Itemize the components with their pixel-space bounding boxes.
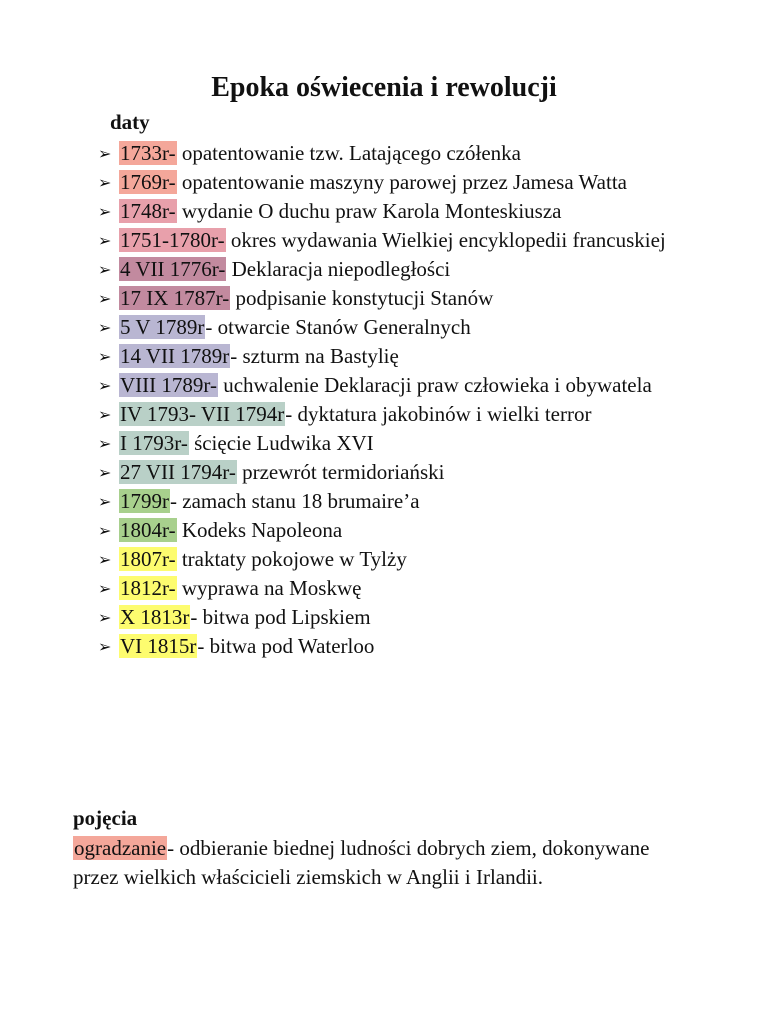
date-description: wydanie O duchu praw Karola Monteskiusza [176,199,562,223]
date-highlight: 1804r- [120,518,176,542]
date-highlight: 1807r- [120,547,176,571]
date-highlight: VI 1815r [120,634,197,658]
arrowhead-bullet-icon: ➢ [98,202,112,221]
date-highlight: X 1813r [120,605,190,629]
date-highlight: 17 IX 1787r- [120,286,230,310]
term-description: - odbieranie biednej ludności dobrych ziem, dokonywane przez wielkich właścicieli ziemskich w Anglii i Irlandii. [73,836,650,889]
date-description: wyprawa na Moskwę [176,576,362,600]
date-highlight: 14 VII 1789r [120,344,230,368]
date-item [96,342,736,371]
date-item [96,139,736,168]
date-highlight: VIII 1789r- [120,373,217,397]
date-description: okres wydawania Wielkiej encyklopedii francuskiej [225,228,666,252]
date-description: - zamach stanu 18 brumaire’a [170,489,420,513]
arrowhead-bullet-icon: ➢ [98,434,112,453]
date-item [96,603,736,632]
arrowhead-bullet-icon: ➢ [98,347,112,366]
date-highlight: 1733r- [120,141,176,165]
date-item [96,284,736,313]
date-highlight: 1751-1780r- [120,228,225,252]
date-item [96,255,736,284]
date-item [96,400,736,429]
date-description: opatentowanie tzw. Latającego czółenka [176,141,521,165]
arrowhead-bullet-icon: ➢ [98,521,112,540]
date-item [96,313,736,342]
date-description: - otwarcie Stanów Generalnych [205,315,471,339]
date-highlight: IV 1793- VII 1794r [120,402,285,426]
page-title: Epoka oświecenia i rewolucji [211,72,557,103]
date-item [96,371,736,400]
arrowhead-bullet-icon: ➢ [98,289,112,308]
date-item [96,226,736,255]
date-description: Kodeks Napoleona [176,518,343,542]
date-description: przewrót termidoriański [236,460,445,484]
date-highlight: 1748r- [120,199,176,223]
date-highlight: 1799r [120,489,169,513]
date-highlight: 27 VII 1794r- [120,460,236,484]
date-item [96,168,736,197]
date-highlight: 1769r- [120,170,176,194]
arrowhead-bullet-icon: ➢ [98,550,112,569]
arrowhead-bullet-icon: ➢ [98,318,112,337]
arrowhead-bullet-icon: ➢ [98,144,112,163]
term-entry [73,834,673,892]
dates-list [96,139,736,661]
dates-heading: daty [110,110,150,134]
arrowhead-bullet-icon: ➢ [98,608,112,627]
terms-heading: pojęcia [73,806,138,830]
date-item [96,574,736,603]
date-highlight: 5 V 1789r [120,315,205,339]
date-item [96,545,736,574]
date-description: podpisanie konstytucji Stanów [230,286,494,310]
arrowhead-bullet-icon: ➢ [98,579,112,598]
date-highlight: 4 VII 1776r- [120,257,226,281]
date-item [96,458,736,487]
arrowhead-bullet-icon: ➢ [98,637,112,656]
arrowhead-bullet-icon: ➢ [98,405,112,424]
date-highlight: 1812r- [120,576,176,600]
arrowhead-bullet-icon: ➢ [98,173,112,192]
date-item [96,516,736,545]
term-highlight: ogradzanie [74,836,167,860]
arrowhead-bullet-icon: ➢ [98,463,112,482]
date-item [96,429,736,458]
date-description: - szturm na Bastylię [230,344,399,368]
date-description: - bitwa pod Lipskiem [190,605,371,629]
date-description: ścięcie Ludwika XVI [188,431,374,455]
date-description: opatentowanie maszyny parowej przez Jamesa Watta [176,170,627,194]
date-item [96,197,736,226]
date-description: - bitwa pod Waterloo [197,634,375,658]
date-description: - dyktatura jakobinów i wielki terror [285,402,592,426]
arrowhead-bullet-icon: ➢ [98,231,112,250]
date-item [96,487,736,516]
date-description: traktaty pokojowe w Tylży [176,547,407,571]
arrowhead-bullet-icon: ➢ [98,376,112,395]
date-item [96,632,736,661]
date-description: Deklaracja niepodległości [226,257,451,281]
arrowhead-bullet-icon: ➢ [98,260,112,279]
date-description: uchwalenie Deklaracji praw człowieka i obywatela [217,373,652,397]
date-highlight: I 1793r- [120,431,188,455]
arrowhead-bullet-icon: ➢ [98,492,112,511]
